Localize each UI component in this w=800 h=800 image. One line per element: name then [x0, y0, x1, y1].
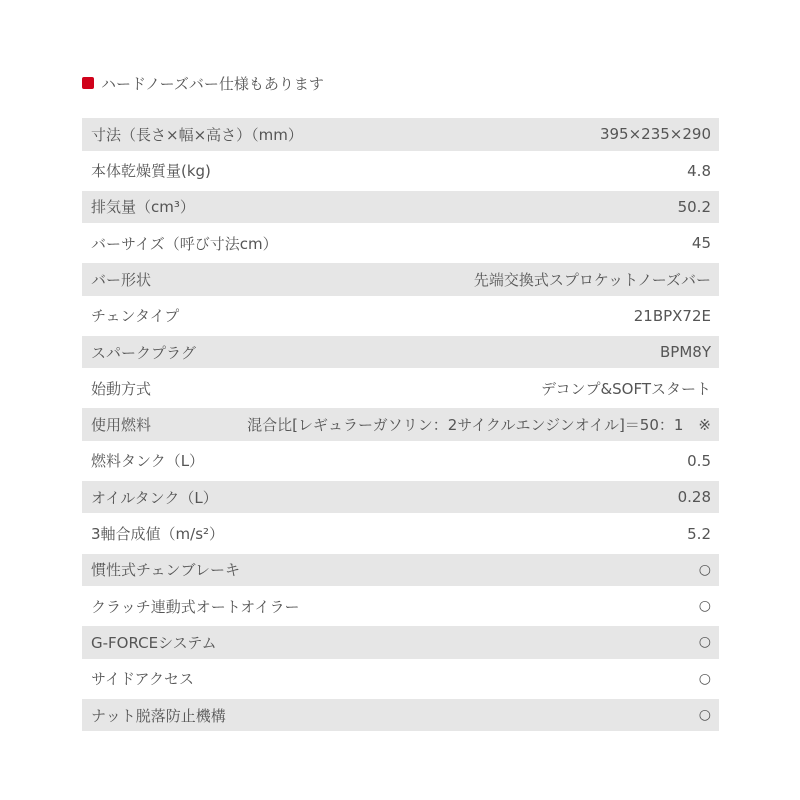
spec-value: 395×235×290 — [599, 125, 711, 144]
spec-value: BPM8Y — [660, 343, 711, 362]
spec-label: 燃料タンク（L） — [91, 452, 205, 471]
spec-value: 0.28 — [677, 488, 711, 507]
hard-nose-bar-note — [82, 72, 324, 94]
spec-label: 寸法（長さ×幅×高さ）（mm） — [91, 125, 303, 144]
spec-row-spark-plug — [82, 336, 719, 369]
spec-label: 3軸合成値（m/s²） — [91, 525, 225, 544]
spec-row-fuel — [82, 408, 719, 441]
spec-row-vibration — [82, 517, 719, 550]
spec-row-displacement — [82, 191, 719, 224]
spec-label: オイルタンク（L） — [91, 488, 218, 507]
spec-label: 本体乾燥質量(kg) — [91, 162, 211, 181]
available-mark: ○ — [698, 707, 711, 723]
spec-row-inertia-chain-brake — [82, 554, 719, 587]
spec-row-oil-tank — [82, 481, 719, 514]
spec-label: 排気量（cm³） — [91, 198, 195, 217]
spec-table — [82, 118, 719, 735]
spec-value: 4.8 — [687, 161, 711, 180]
spec-row-side-access — [82, 662, 719, 695]
note-text: ハードノーズバー仕様もあります — [101, 74, 324, 93]
spec-row-fuel-tank — [82, 445, 719, 478]
available-mark: ○ — [698, 561, 711, 578]
spec-label: G-FORCEシステム — [91, 633, 217, 652]
available-mark: ○ — [698, 634, 711, 651]
spec-row-start-method — [82, 372, 719, 405]
spec-row-g-force — [82, 626, 719, 659]
spec-label: 慣性式チェンブレーキ — [91, 561, 240, 580]
spec-label: ナット脱落防止機構 — [91, 706, 226, 725]
red-square-bullet-icon — [82, 77, 94, 89]
spec-value: 5.2 — [687, 524, 711, 543]
spec-value: 混合比[レギュラーガソリン：2サイクルエンジンオイル]＝50：1 ※ — [247, 416, 711, 435]
available-mark: ○ — [698, 598, 711, 615]
spec-value: 45 — [691, 234, 711, 253]
spec-value: 0.5 — [687, 451, 711, 470]
spec-value: デコンプ&SOFTスタート — [541, 379, 711, 398]
spec-row-auto-oiler — [82, 590, 719, 623]
spec-row-bar-shape — [82, 263, 719, 296]
spec-label: 始動方式 — [91, 379, 152, 398]
spec-label: バーサイズ（呼び寸法cm） — [91, 234, 278, 253]
spec-label: バー形状 — [91, 270, 152, 289]
spec-label: チェンタイプ — [91, 307, 180, 326]
spec-row-nut-retention — [82, 699, 719, 732]
spec-row-dimensions — [82, 118, 719, 151]
spec-value: 先端交換式スプロケットノーズバー — [473, 270, 711, 289]
spec-row-bar-size — [82, 227, 719, 260]
spec-row-chain-type — [82, 299, 719, 332]
spec-label: スパークプラグ — [91, 343, 197, 362]
spec-label: 使用燃料 — [91, 416, 152, 435]
spec-label: サイドアクセス — [91, 670, 195, 689]
spec-row-dry-weight — [82, 154, 719, 187]
spec-label: クラッチ連動式オートオイラー — [91, 597, 300, 616]
spec-value: 50.2 — [677, 197, 711, 216]
available-mark: ○ — [698, 670, 711, 687]
spec-value: 21BPX72E — [633, 306, 711, 325]
